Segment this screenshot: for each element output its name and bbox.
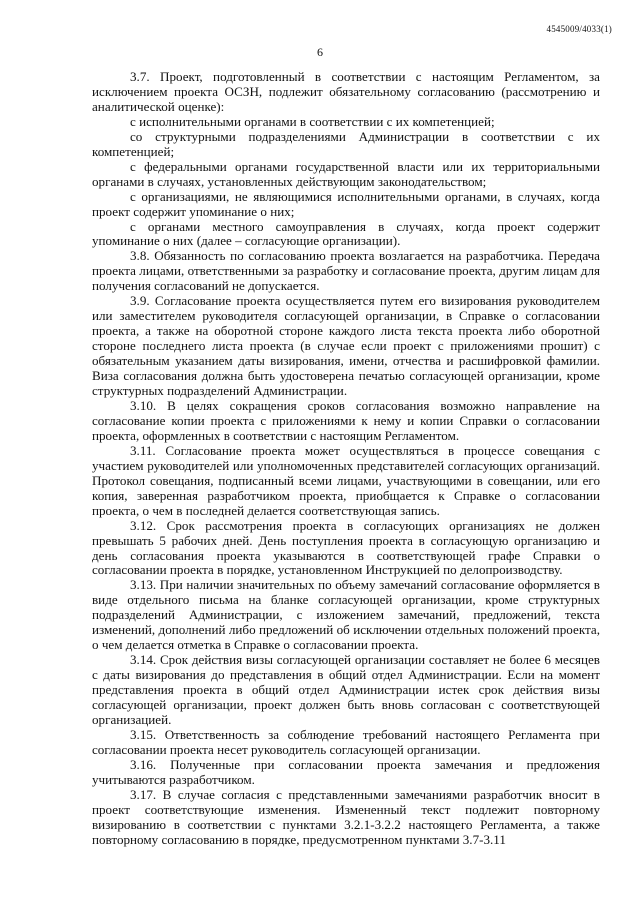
document-id: 4545009/4033(1) xyxy=(546,24,612,34)
paragraph: 3.17. В случае согласия с представленными замечаниями разработчик вносит в проект соответствующие изменения. Измененный текст подлежит повторному визированию в соответствии с пунктами 3.2.1-3.2.2 настоящего Регламента, а также повторному согласованию в порядке, предусмотренном пунктами 3.7-3.11 xyxy=(92,786,600,847)
paragraph: 3.7. Проект, подготовленный в соответствии с настоящим Регламентом, за исключением проекта ОСЗН, подлежит обязательному согласованию (рассмотрению и аналитической оценке): xyxy=(92,69,600,114)
paragraph: 3.12. Срок рассмотрения проекта в согласующих организациях не должен превышать 5 рабочих дней. День поступления проекта в согласующую организацию и день согласования проекта указываются в соответствующей графе Справки о согласовании проекта в порядке, установленном Инструкцией по делопроизводству. xyxy=(92,517,600,578)
paragraph: 3.13. При наличии значительных по объему замечаний согласование оформляется в виде отдельного письма на бланке согласующей организации, кроме структурных подразделений Администрации, с изложением замечаний, предложений, текста изменений, дополнений либо предложений об исключении отдельных положений проекта, о чем делается отметка в Справке о согласовании проекта. xyxy=(92,577,600,653)
paragraph: 3.8. Обязанность по согласованию проекта возлагается на разработчика. Передача проекта лицами, ответственными за разработку и согласование проекта, другим лицам для получения согласований не допускается. xyxy=(92,248,600,294)
paragraph: 3.10. В целях сокращения сроков согласования возможно направление на согласование копии проекта с приложениями к нему и копии Справки о согласовании проекта, оформленных в соответствии с настоящим Регламентом. xyxy=(92,397,600,443)
paragraph: с исполнительными органами в соответствии с их компетенцией; xyxy=(130,113,495,129)
paragraph: со структурными подразделениями Администрации в соответствии с их компетенцией; xyxy=(92,128,600,159)
paragraph: с организациями, не являющимися исполнительными органами, в случаях, когда проект содержит упоминание о них; xyxy=(92,188,600,219)
paragraph: 3.9. Согласование проекта осуществляется путем его визирования руководителем или заместителем руководителя согласующей организации, в Справке о согласовании проекта, а также на оборотной стороне каждого листа текста проекта либо оборотной стороне последнего листа проекта (в случае если проект с приложениями прошит) с обязательным указанием даты визирования, имени, отчества и расшифровкой фамилии. Виза согласования должна быть удостоверена печатью согласующей организации, кроме структурных подразделений Администрации. xyxy=(92,293,600,399)
page-number: 6 xyxy=(317,45,323,59)
document-body xyxy=(92,70,600,848)
paragraph: 3.11. Согласование проекта может осуществляться в процессе совещания с участием руководителей или уполномоченных представителей согласующих организаций. Протокол совещания, подписанный всеми лицами, участвующими в совещании, или его копия, заверенная разработчиком проекта, приобщается к Справке о согласовании проекта, о чем в последней делается соответствующая запись. xyxy=(92,442,600,518)
paragraph: с органами местного самоуправления в случаях, когда проект содержит упоминание о них (далее – согласующие организации). xyxy=(92,218,600,249)
paragraph: с федеральными органами государственной власти или их территориальными органами в случаях, установленных действующим законодательством; xyxy=(92,158,600,189)
paragraph: 3.15. Ответственность за соблюдение требований настоящего Регламента при согласовании проекта несет руководитель согласующей организации. xyxy=(92,726,600,757)
paragraph: 3.16. Полученные при согласовании проекта замечания и предложения учитываются разработчиком. xyxy=(92,756,600,787)
paragraph: 3.14. Срок действия визы согласующей организации составляет не более 6 месяцев с даты визирования до представления в общий отдел Администрации. Если на момент представления проекта в общий отдел Администрации истек срок действия визы согласующей организации, проект должен быть вновь согласован с соответствующей организацией. xyxy=(92,652,600,727)
